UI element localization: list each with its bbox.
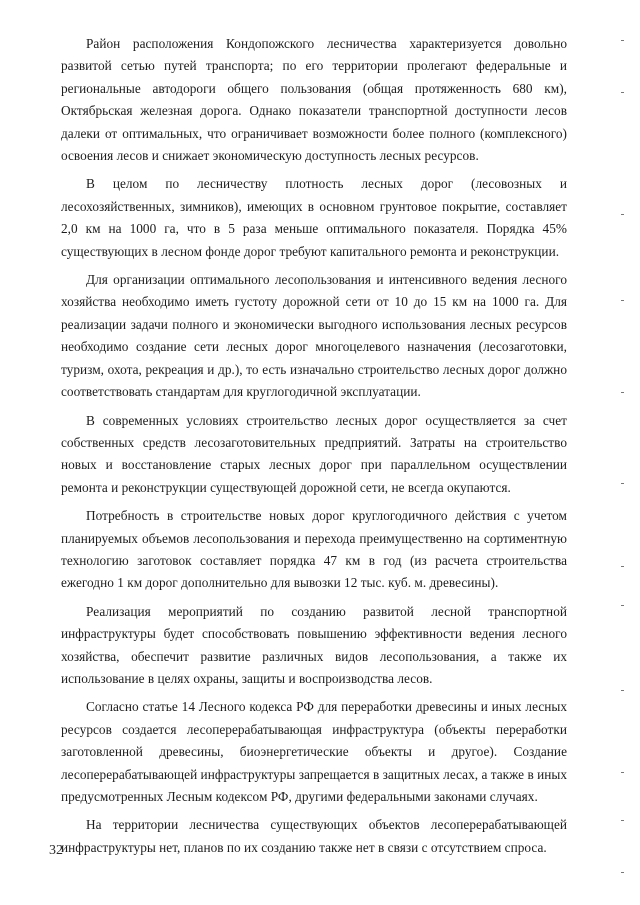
paragraph-road-density: В целом по лесничеству плотность лесных дорог (лесовозных и лесохозяйственных, зимников), имеющих в основном грунтовое покрытие, составляет 2,0 км на 1000 га, что в 5 раза меньше оптимального показателя. Порядка 45% существующих в лесном фонде дорог требуют капитального ремонта и реконструкции. bbox=[61, 176, 567, 259]
paragraph-new-roads-need: Потребность в строительстве новых дорог круглогодичного действия с учетом планируемых объемов лесопользования и перехода преимущественно на сортиментную технологию заготовок составляет порядка 47 км в год (из расчета строительства ежегодно 1 км дорог дополнительно для вывозки 12 тыс. куб. м. древесины). bbox=[61, 508, 567, 591]
paragraph-optimal-network: Для организации оптимального лесопользования и интенсивного ведения лесного хозяйства необходимо иметь густоту дорожной сети от 10 до 15 км на 1000 га. Для реализации задачи полного и экономически выгодного использования лесных ресурсов необходимо создание сети лесных дорог многоцелевого назначения (лесозаготовки, туризм, охота, рекреация и др.), то есть изначально строительство лесных дорог должно соответствовать стандартам для круглогодичной эксплуатации. bbox=[61, 272, 567, 400]
page-number: 32 bbox=[49, 843, 63, 858]
paragraph-processing-infrastructure: Согласно статье 14 Лесного кодекса РФ для переработки древесины и иных лесных ресурсов создается лесоперерабатывающая инфраструктура (объекты переработки заготовленной древесины, биоэнергетические объекты и другое). Создание лесоперерабатывающей инфраструктуры запрещается в защитных лесах, а также в иных предусмотренных Лесным кодексом РФ, другими федеральными законами случаях. bbox=[61, 699, 567, 804]
document-body bbox=[61, 33, 567, 865]
paragraph-construction-funding: В современных условиях строительство лесных дорог осуществляется за счет собственных средств лесозаготовительных предприятий. Затраты на строительство новых и восстановление старых лесных дорог при параллельном осуществлении ремонта и реконструкции существующей дорожной сети, не всегда окупаются. bbox=[61, 412, 567, 495]
paragraph-transport-network: Район расположения Кондопожского лесничества характеризуется довольно развитой сетью путей транспорта; по его территории пролегают федеральные и региональные автодороги общего пользования (общая протяженность 680 км), Октябрьская железная дорога. Однако показатели транспортной доступности лесов далеки от оптимальных, что ограничивает возможности более полного (комплексного) освоения лесов и снижает экономическую доступность лесных ресурсов. bbox=[61, 36, 567, 164]
paragraph-infrastructure-benefits: Реализация мероприятий по созданию развитой лесной транспортной инфраструктуры будет способствовать повышению эффективности ведения лесного хозяйства, обеспечит развитие различных видов лесопользования, а также их использование в целях охраны, защиты и воспроизводства лесов. bbox=[61, 603, 567, 686]
paragraph-no-processing-objects: На территории лесничества существующих объектов лесоперерабатывающей инфраструктуры нет, планов по их созданию также нет в связи с отсутствием спроса. bbox=[61, 817, 567, 855]
